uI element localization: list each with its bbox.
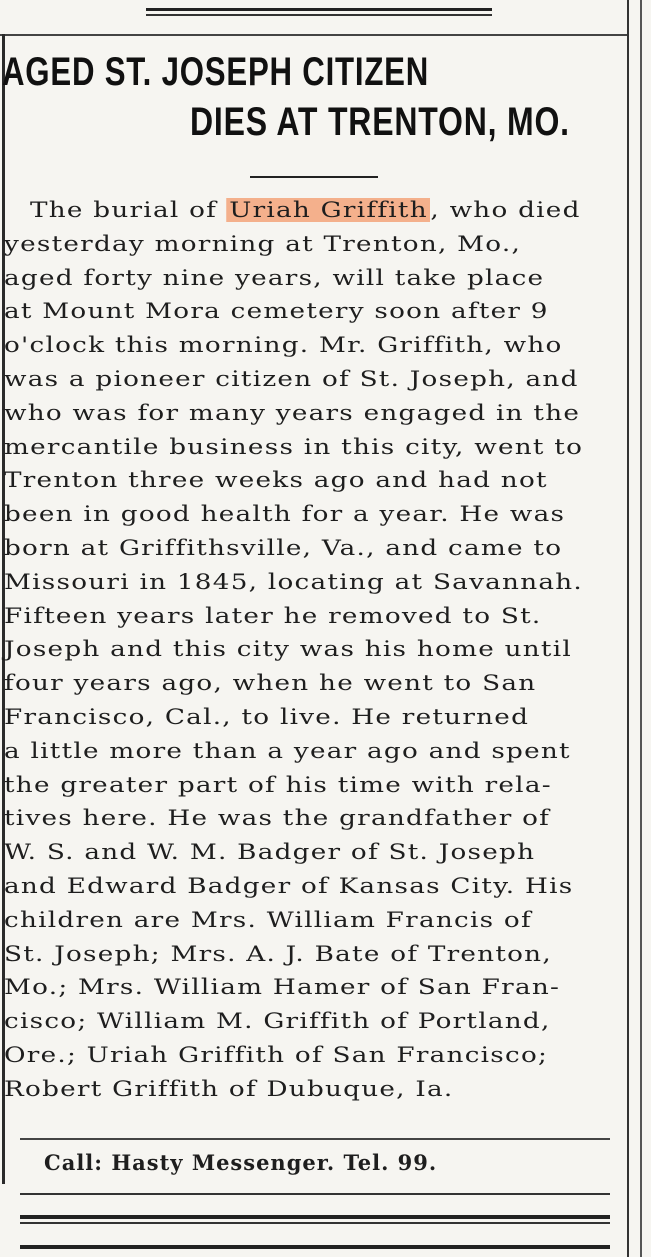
article-line: [4, 773, 552, 807]
headline-rule: [250, 176, 378, 178]
article-line: [4, 705, 529, 739]
article-line-text: tives here. He was the grandfather of: [4, 806, 551, 831]
article-line-text: four years ago, when he went to San: [4, 671, 537, 696]
footer-advert: Call: Hasty Messenger. Tel. 99.: [44, 1150, 438, 1175]
article-line-text: Joseph and this city was his home until: [4, 637, 573, 662]
article-line-text: at Mount Mora cemetery soon after 9: [4, 299, 549, 324]
top-rule-thin: [146, 14, 492, 16]
article-line: [4, 806, 550, 840]
clipping-border-top: [0, 34, 628, 36]
article-line-text: The burial of: [30, 198, 227, 222]
article-line-text: children are Mrs. William Francis of: [4, 907, 532, 932]
article-line-text: the greater part of his time with rela-: [4, 772, 552, 797]
article-line: [4, 604, 542, 638]
article-line: [4, 367, 579, 401]
article-line: [4, 401, 580, 435]
article-line: [4, 468, 548, 502]
headline-line-2: DIES AT TRENTON, MO.: [190, 100, 570, 144]
article-line-text: Missouri in 1845, locating at Savannah.: [4, 569, 584, 594]
article-line: [4, 840, 535, 874]
article-line-text: W. S. and W. M. Badger of St. Joseph: [4, 840, 536, 865]
article-line: [4, 637, 572, 671]
article-line-text: yesterday morning at Trenton, Mo.,: [4, 231, 522, 256]
article-line-text: who was for many years engaged in the: [4, 400, 581, 425]
bottom-rule-thick: [20, 1215, 610, 1219]
article-line: [4, 908, 532, 942]
article-line-text: aged forty nine years, will take place: [4, 265, 545, 290]
article-line-text: cisco; William M. Griffith of Portland,: [4, 1009, 551, 1034]
clipping-border-right: [627, 0, 629, 1257]
article-line: [4, 1009, 551, 1043]
article-end-rule: [20, 1138, 610, 1140]
article-line-text-after: , who died: [430, 198, 581, 222]
article-line: [4, 570, 583, 604]
article-line: [4, 739, 571, 773]
article-line-text: o'clock this morning. Mr. Griffith, who: [4, 333, 563, 358]
article-line-text: born at Griffithsville, Va., and came to: [4, 536, 563, 560]
article-line: [4, 874, 574, 908]
article-line: [30, 198, 581, 232]
highlighted-name: Uriah Griffith: [227, 198, 431, 222]
article-line-text: Robert Griffith of Dubuque, Ia.: [4, 1076, 454, 1101]
clipping-border-right-outer: [640, 0, 642, 1257]
article-line-text: been in good health for a year. He was: [4, 502, 566, 527]
article-line: [4, 502, 565, 536]
article-line-text: Francisco, Cal., to live. He returned: [4, 705, 530, 729]
article-line: [4, 942, 552, 976]
article-line-text: was a pioneer citizen of St. Joseph, and: [4, 367, 579, 391]
article-line: [4, 232, 521, 266]
article-line: [4, 299, 549, 333]
top-rule: [146, 8, 492, 11]
article-line: [4, 1043, 548, 1077]
article-line: [4, 671, 536, 705]
headline-line-1: AGED ST. JOSEPH CITIZEN: [2, 50, 430, 94]
article-line-text: St. Joseph; Mrs. A. J. Bate of Trenton,: [4, 941, 552, 966]
article-line: [4, 975, 560, 1009]
footer-rule: [20, 1193, 610, 1195]
bottom-rule-thin: [20, 1222, 610, 1224]
article-line-text: Ore.; Uriah Griffith of San Francisco;: [4, 1043, 549, 1067]
article-line: [4, 1077, 453, 1111]
article-line-text: Trenton three weeks ago and had not: [4, 468, 548, 493]
article-line: [4, 435, 583, 469]
article-line-text: Mo.; Mrs. William Hamer of San Fran-: [4, 975, 561, 1000]
article-line-text: a little more than a year ago and spent: [4, 738, 571, 763]
article-line-text: mercantile business in this city, went to: [4, 434, 584, 459]
article-line-text: and Edward Badger of Kansas City. His: [4, 874, 574, 898]
article-line: [4, 266, 544, 300]
article-line: [4, 333, 563, 367]
article-line: [4, 536, 562, 570]
bottom-rule-final: [20, 1245, 610, 1249]
article-line-text: Fifteen years later he removed to St.: [4, 603, 542, 628]
